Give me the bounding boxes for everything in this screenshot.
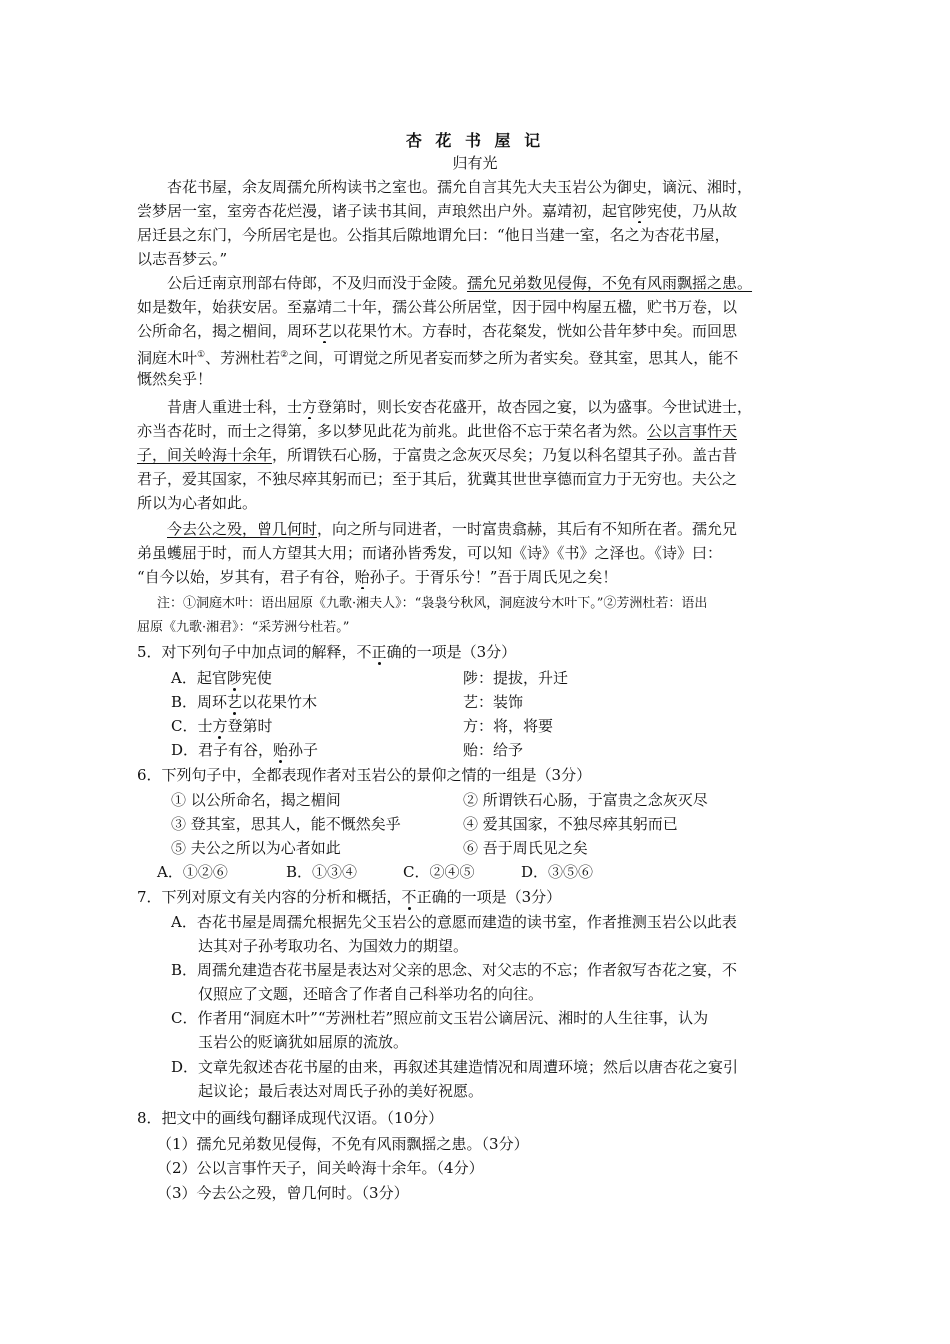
text-line: 弟虽蠖屈于时，而人方望其大用；而诸孙皆秀发，可以知《诗》《书》之泽也。《诗》曰：	[137, 544, 723, 562]
q5-option-a-explain: 陟：提拔，升迁	[463, 669, 569, 687]
text-line: 杏花书屋，余友周孺允所构读书之室也。孺允自言其先大夫玉岩公为御史，谪沅、湘时，	[167, 178, 753, 196]
text-line: 如是数年，始获安居。至嘉靖二十年，孺公葺公所居堂，因于园中构屋五楹，贮书万卷，以	[137, 298, 738, 316]
text-line: 尝梦居一室，室旁杏花烂漫，诸子读书其间，声琅然出户外。嘉靖初，起官陟宪使，乃从故	[137, 202, 738, 220]
footnote	[137, 592, 827, 640]
q6-choice-d: D．③⑤⑥	[521, 863, 594, 881]
text-line: “自今以始，岁其有，君子有谷，贻孙子。于胥乐兮！”吾于周氏见之矣！	[137, 568, 618, 586]
article-author: 归有光	[452, 154, 498, 172]
q7-option-c: C．作者用“洞庭木叶”“芳洲杜若”照应前文玉岩公谪居沅、湘时的人生往事，认为 玉岩公的贬谪犹如屈原的流放。	[171, 1009, 709, 1051]
underlined-sentence-2b: 子，间关岭海十余年	[137, 446, 273, 464]
q7-option-b: B．周孺允建造杏花书屋是表达对父亲的思念、对父志的不忘；作者叙写杏花之宴，不 仅照应了文题，还暗含了作者自己科举功名的向往。	[171, 961, 738, 1003]
text-line: 亦当杏花时，而士之得第，多以梦见此花为前兆。此世俗不忘于荣名者为然。公以言事忤天	[137, 422, 738, 440]
underlined-sentence-3: 今去公之殁，曾几何时	[167, 520, 318, 538]
q8-item: （1）孺允兄弟数见侵侮，不免有风雨飘摇之患。（3分）	[157, 1135, 529, 1153]
q6-choice-c: C．②④⑤	[403, 863, 475, 881]
text-line: 屈原《九歌·湘君》：“采芳洲兮杜若。”	[137, 620, 350, 635]
emphasis-dotted: 不正确	[356, 643, 402, 661]
passage-paragraph-3	[137, 395, 827, 515]
passage-paragraph-1	[137, 175, 827, 271]
question-5-stem: 5．对下列句子中加点词的解释，不正确的一项是（3分）	[137, 643, 517, 661]
q6-item: ① 以公所命名，揭之楣间	[171, 791, 341, 809]
q6-choice-a: A．①②⑥	[157, 863, 228, 881]
q6-item: ③ 登其室，思其人，能不慨然矣乎	[171, 815, 401, 833]
text-line: 君子，爱其国家，不独尽瘁其躬而已；至于其后，犹冀其世世享德而宣力于无穷也。夫公之	[137, 470, 738, 488]
underlined-sentence-2a: 公以言事忤天	[647, 422, 738, 440]
passage-paragraph-4	[137, 517, 827, 589]
q7-option-a: A．杏花书屋是周孺允根据先父玉岩公的意愿而建造的读书室，作者推测玉岩公以此表 达其对子孙考取功名、为国效力的期望。	[171, 913, 737, 955]
text-line: 居迁县之东门，今所居宅是也。公指其后隙地谓允曰：“他日当建一室，名之为杏花书屋，	[137, 226, 730, 244]
q5-option-c: C．士方登第时	[171, 717, 273, 735]
text-line: 慨然矣乎！	[137, 370, 213, 388]
text-line: 今去公之殁，曾几何时，向之所与同进者，一时富贵翕赫，其后有不知所在者。孺允兄	[167, 520, 738, 538]
dotted-word: 贻	[354, 568, 370, 586]
q5-option-c-explain: 方：将，将要	[463, 717, 554, 735]
dotted-word: 艺	[317, 322, 333, 340]
footnote-mark: ①	[197, 350, 206, 360]
q6-choice-b: B．①③④	[286, 863, 358, 881]
q6-item: ② 所谓铁石心肠，于富贵之念灰灭尽	[463, 791, 708, 809]
text-line: 子，间关岭海十余年，所谓铁石心肠，于富贵之念灰灭尽矣；乃复以科名望其子孙。盖古昔	[137, 446, 738, 464]
text-line: 注：①洞庭木叶：语出屈原《九歌·湘夫人》：“袅袅兮秋风，洞庭波兮木叶下。”②芳洲杜若：语出	[157, 596, 708, 611]
q5-option-d: D．君子有谷，贻孙子	[171, 741, 319, 759]
question-7-stem: 7．下列对原文有关内容的分析和概括，不正确的一项是（3分）	[137, 888, 562, 906]
q5-option-a: A．起官陟宪使	[171, 669, 272, 687]
q6-item: ⑥ 吾于周氏见之矣	[463, 839, 588, 857]
dotted-word: 陟	[632, 202, 648, 220]
text-line: 公后迁南京刑部右侍郎，不及归而没于金陵。孺允兄弟数见侵侮，不免有风雨飘摇之患。	[167, 274, 753, 292]
passage-paragraph-2	[137, 271, 827, 391]
footnote-mark: ②	[280, 350, 289, 360]
question-6-stem: 6．下列句子中，全都表现作者对玉岩公的景仰之情的一组是（3分）	[137, 766, 592, 784]
q5-option-b-explain: 艺：装饰	[463, 693, 524, 711]
text-line: 洞庭木叶①、芳洲杜若②之间，可谓觉之所见者妄而梦之所为者实矣。登其室，思其人，能不	[137, 349, 739, 367]
question-8-stem: 8．把文中的画线句翻译成现代汉语。（10分）	[137, 1109, 444, 1127]
q5-option-b: B．周环艺以花果竹木	[171, 693, 318, 711]
q5-option-d-explain: 贻：给予	[463, 741, 524, 759]
text-line: 所以为心者如此。	[137, 494, 258, 512]
text-line: 昔唐人重进士科，士方登第时，则长安杏花盛开，故杏园之宴，以为盛事。今世试进士，	[167, 398, 753, 416]
article-title: 杏 花 书 屋 记	[405, 131, 545, 150]
text-line: 公所命名，揭之楣间，周环艺以花果竹木。方春时，杏花粲发，恍如公昔年梦中矣。而回思	[137, 322, 738, 340]
q8-item: （3）今去公之殁，曾几何时。（3分）	[157, 1184, 409, 1202]
q8-item: （2）公以言事忤天子，间关岭海十余年。（4分）	[157, 1159, 484, 1177]
dotted-word: 方	[302, 398, 318, 416]
q6-item: ⑤ 夫公之所以为心者如此	[171, 839, 341, 857]
emphasis-dotted: 不	[401, 888, 417, 906]
underlined-sentence-1: 孺允兄弟数见侵侮，不免有风雨飘摇之患。	[467, 274, 753, 292]
q6-item: ④ 爱其国家，不独尽瘁其躬而已	[463, 815, 678, 833]
q7-option-d: D．文章先叙述杏花书屋的由来，再叙述其建造情况和周遭环境；然后以唐杏花之宴引 起议论；最后表达对周氏子孙的美好祝愿。	[171, 1058, 739, 1100]
text-line: 以志吾梦云。”	[137, 250, 228, 268]
